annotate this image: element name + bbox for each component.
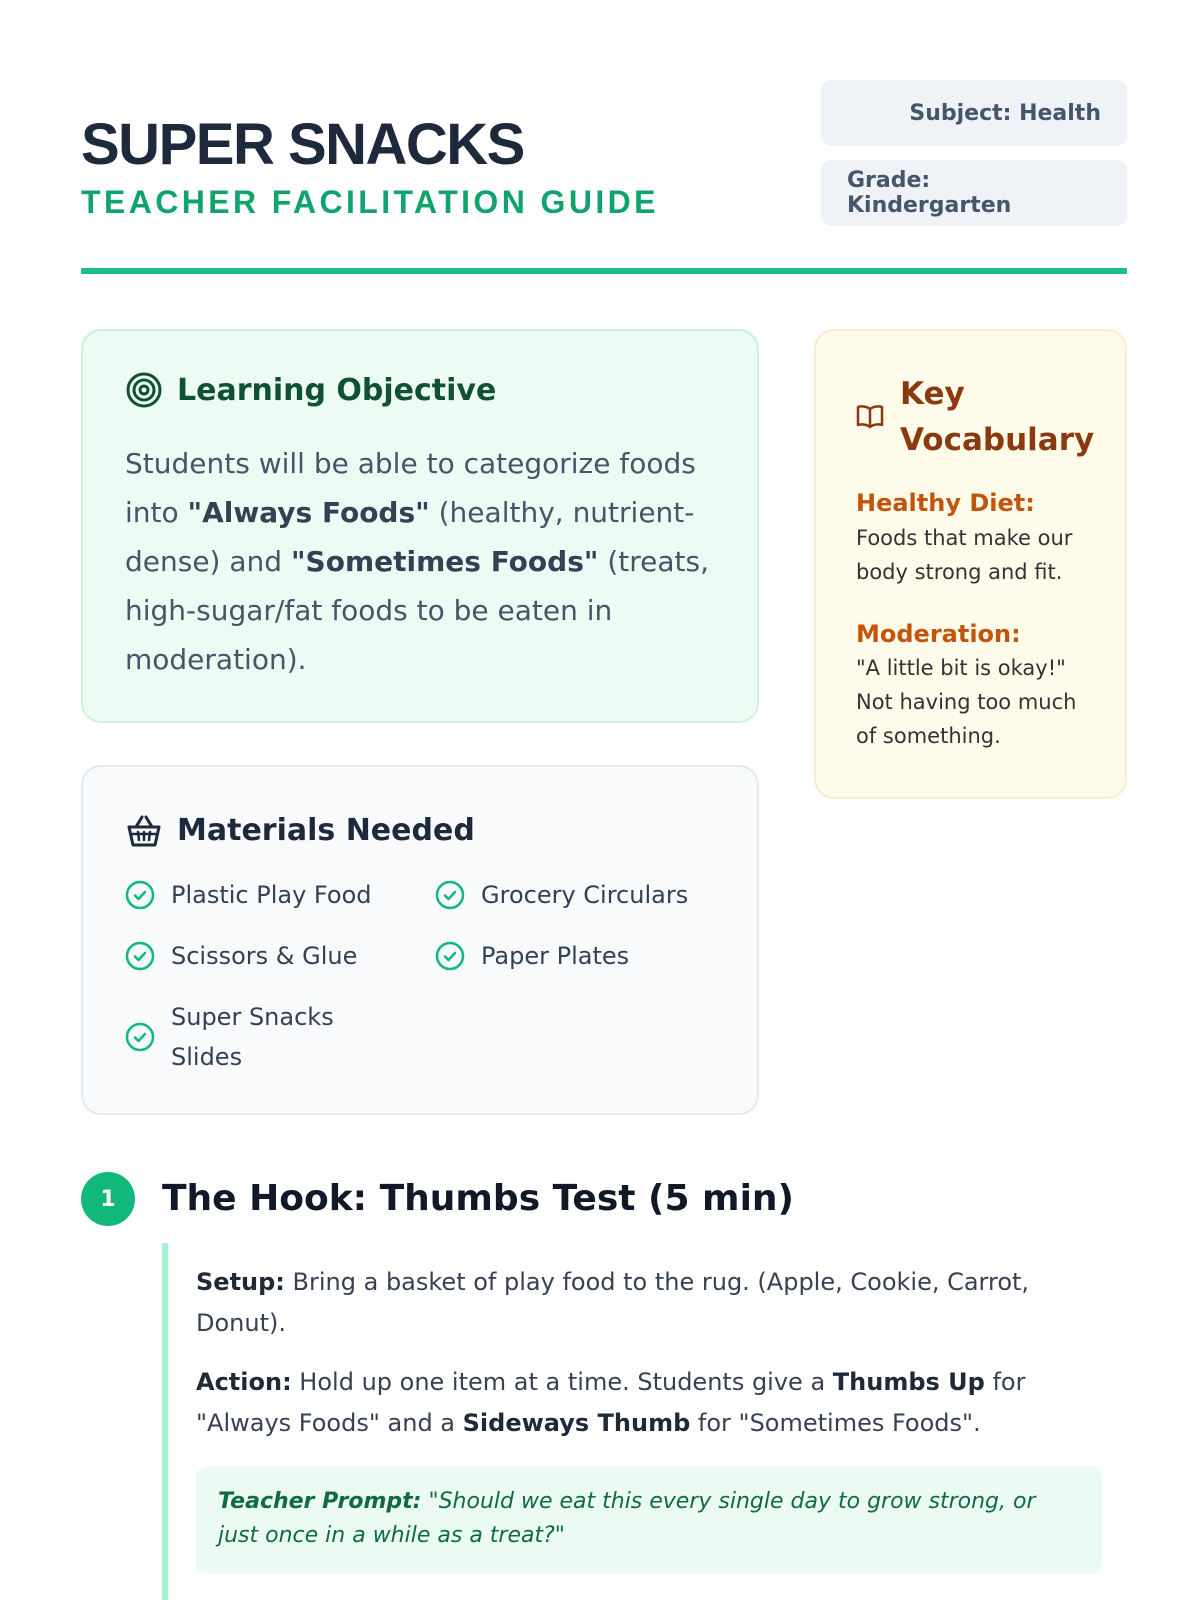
vocabulary-title: Key Vocabulary <box>900 376 1095 458</box>
sometimes-foods-term: "Sometimes Foods" <box>290 545 599 578</box>
vocab-definition: Foods that make our body strong and fit. <box>856 526 1073 584</box>
check-circle-icon <box>435 941 465 971</box>
material-label: Paper Plates <box>481 942 630 970</box>
action-text: Hold up one item at a time. Students give a <box>291 1368 833 1396</box>
vocab-term: Healthy Diet: <box>856 489 1035 517</box>
step-accent-bar <box>162 1243 168 1600</box>
page-title: SUPER SNACKS <box>81 112 524 177</box>
subject-badge: Subject: Health <box>821 80 1127 146</box>
material-item <box>125 875 371 915</box>
materials-heading <box>125 813 475 848</box>
learning-objective-title: Learning Objective <box>177 372 497 408</box>
header-divider <box>81 268 1127 274</box>
step-body <box>196 1262 1112 1462</box>
material-label: Grocery Circulars <box>481 881 689 909</box>
check-circle-icon <box>125 1022 155 1052</box>
material-label: Scissors & Glue <box>171 942 358 970</box>
action-text: for "Always Foods" and a <box>196 1368 1026 1437</box>
material-item <box>125 997 351 1077</box>
material-label: Super Snacks Slides <box>171 1003 334 1071</box>
page-subtitle: TEACHER FACILITATION GUIDE <box>81 184 659 220</box>
setup-paragraph <box>196 1262 1112 1344</box>
page-header <box>81 80 1127 276</box>
materials-list <box>125 875 725 1085</box>
materials-card <box>81 765 759 1115</box>
action-label: Action: <box>196 1368 292 1396</box>
objective-text-part: (healthy, nutrient-dense) and <box>125 496 695 578</box>
vocab-definition: "A little bit is okay!" Not having too much of something. <box>856 656 1077 748</box>
check-circle-icon <box>125 941 155 971</box>
vocabulary-heading <box>856 371 1100 463</box>
material-item <box>125 936 357 976</box>
vocab-term: Moderation: <box>856 620 1021 648</box>
step-number-badge: 1 <box>81 1172 135 1226</box>
step-title: The Hook: Thumbs Test (5 min) <box>162 1178 794 1219</box>
material-label: Plastic Play Food <box>171 881 372 909</box>
material-item <box>435 875 688 915</box>
grade-badge: Grade: Kindergarten <box>821 160 1127 226</box>
teacher-prompt-label: Teacher Prompt: <box>218 1489 422 1514</box>
setup-text: Bring a basket of play food to the rug. (Apple, Cookie, Carrot, Donut). <box>196 1268 1030 1337</box>
action-paragraph <box>196 1362 1112 1444</box>
thumbs-up-term: Thumbs Up <box>832 1368 985 1396</box>
learning-objective-text <box>125 439 725 684</box>
sideways-thumb-term: Sideways Thumb <box>462 1409 691 1437</box>
check-circle-icon <box>125 880 155 910</box>
learning-objective-heading <box>125 371 496 409</box>
book-icon <box>856 404 884 430</box>
materials-title: Materials Needed <box>177 813 475 848</box>
learning-objective-card <box>81 329 759 723</box>
target-icon <box>125 371 163 409</box>
action-text: for "Sometimes Foods". <box>690 1409 981 1437</box>
material-item <box>435 936 629 976</box>
objective-text-part: Students will be able to categorize foods into <box>125 447 696 529</box>
always-foods-term: "Always Foods" <box>187 496 430 529</box>
setup-label: Setup: <box>196 1268 285 1296</box>
basket-icon <box>125 814 163 848</box>
objective-text-part: (treats, high-sugar/fat foods to be eaten in moderation). <box>125 545 710 676</box>
teacher-prompt-box <box>196 1467 1102 1573</box>
vocabulary-card <box>814 329 1127 799</box>
check-circle-icon <box>435 880 465 910</box>
teacher-prompt-text: "Should we eat this every single day to grow strong, or just once in a while as a treat?" <box>218 1489 1036 1548</box>
